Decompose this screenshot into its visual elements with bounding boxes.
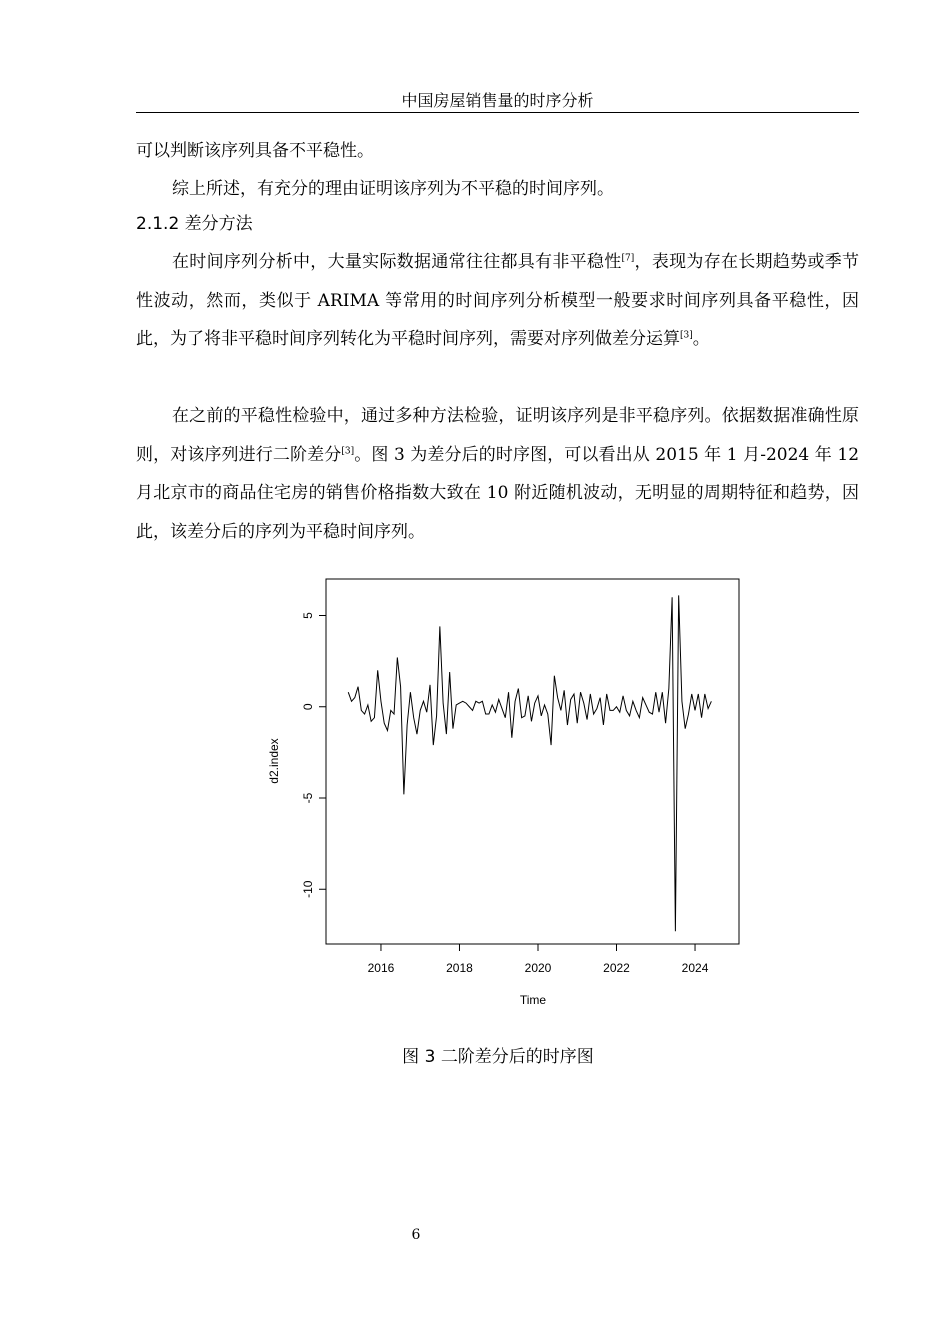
y-tick-label-5: 5: [301, 612, 315, 619]
citation-7: [7]: [621, 253, 635, 264]
figure-caption: [0, 1042, 950, 1067]
running-header-title: 中国房屋销售量的时序分析: [401, 91, 594, 110]
y-tick-label-0: 0: [301, 703, 315, 711]
y-axis-label: d2.index: [267, 738, 281, 784]
y-tick-label--10: -10: [301, 880, 315, 898]
figure-caption-text: 二阶差分后的时序图: [440, 1047, 594, 1067]
running-header: [136, 90, 859, 113]
paragraph-3: [136, 243, 859, 359]
x-axis: [368, 944, 709, 975]
time-series-plot: [260, 570, 750, 1020]
x-axis-label: Time: [519, 993, 547, 1007]
paragraph-3-text-c: 。: [692, 329, 710, 349]
paragraph-4-text-b: 。图 3 为差分后的时序图，可以看出从 2015 年 1 月-2024 年 12 月北京市的商品住宅房的销售价格指数大致在 10 附近随机波动，无明显的周期特征和趋势，因此，该差分后的序列为平稳时间序列。: [136, 444, 860, 542]
paragraph-2: 综上所述，有充分的理由证明该序列为不平稳的时间序列。: [172, 179, 614, 199]
figure-caption-label: 图 3: [402, 1047, 436, 1067]
section-heading: 2.1.2 差分方法: [136, 214, 253, 234]
x-tick-label-2016: 2016: [367, 961, 395, 975]
x-tick-label-2020: 2020: [524, 961, 552, 975]
x-tick-label-2022: 2022: [603, 961, 630, 975]
paragraph-1: 可以判断该序列具备不平稳性。: [136, 141, 374, 161]
page-number: 6: [411, 1227, 421, 1243]
paragraph-3-text-b: ，表现为存在长期趋势或季节性波动，然而，类似于 ARIMA 等常用的时间序列分析模型一般要求时间序列具备平稳性，因此，为了将非平稳时间序列转化为平稳时间序列，需要对序列做差分运算: [136, 252, 859, 349]
paragraph-4: [136, 397, 859, 551]
series-line-d2-index: [348, 595, 711, 931]
y-axis: [301, 612, 326, 898]
citation-3: [3]: [680, 330, 693, 341]
y-tick-label--5: -5: [301, 792, 315, 804]
x-tick-label-2024: 2024: [681, 961, 709, 975]
paragraph-3-text-a: 在时间序列分析中，大量实际数据通常往往都具有非平稳性: [172, 252, 622, 272]
paragraph-4-text-a: 在之前的平稳性检验中，通过多种方法检验，证明该序列是非平稳序列。依据数据准确性原则，对该序列进行二阶差分: [136, 406, 859, 465]
x-tick-label-2018: 2018: [446, 961, 473, 975]
citation-3-second: [3]: [341, 445, 355, 456]
